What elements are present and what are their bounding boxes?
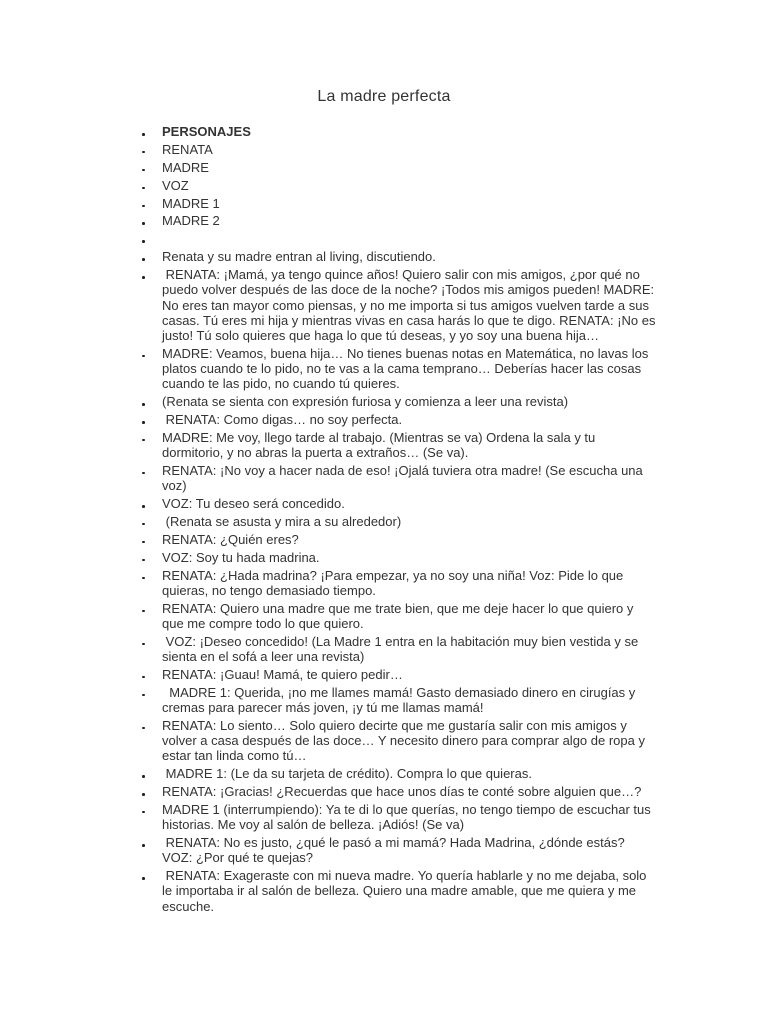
list-item bbox=[138, 496, 658, 511]
list-item-text: MADRE 1 (interrumpiendo): Ya te di lo que querías, no tengo tiempo de escuchar tus historias. Me voy al salón de belleza. ¡Adiós! (Se va) bbox=[162, 801, 655, 833]
list-item bbox=[138, 430, 658, 460]
bullet-icon bbox=[140, 868, 150, 883]
bullet-icon bbox=[140, 430, 150, 445]
list-item bbox=[138, 267, 658, 343]
list-item-text: VOZ: Tu deseo será concedido. bbox=[162, 496, 345, 512]
list-item-text: RENATA: Quiero una madre que me trate bien, que me deje hacer lo que quiero y que me compre todo lo que quiero. bbox=[162, 600, 638, 631]
list-item bbox=[138, 685, 658, 715]
list-item-text: RENATA: Exageraste con mi nueva madre. Yo quería hablarle y no me dejaba, solo le importaba ir al salón de belleza. Quiero una madre amable, que me quiera y me escuche. bbox=[162, 868, 651, 914]
bullet-icon bbox=[140, 160, 150, 175]
bullet-icon bbox=[140, 667, 150, 682]
list-item bbox=[138, 634, 658, 664]
bullet-icon bbox=[140, 346, 150, 361]
bullet-icon bbox=[140, 784, 150, 799]
list-item bbox=[138, 124, 658, 139]
list-item bbox=[138, 394, 658, 409]
list-item bbox=[138, 667, 658, 682]
list-item-text: RENATA: ¿Hada madrina? ¡Para empezar, ya no soy una niña! Voz: Pide lo que quieras, no tengo demasiado tiempo. bbox=[162, 567, 627, 598]
list-item bbox=[138, 412, 658, 427]
list-item-text: MADRE: Veamos, buena hija… No tienes buenas notas en Matemática, no lavas los platos cuando te lo pido, no te vas a la cama temprano… Deberías hacer las cosas cuando te las pido, no cuando tú quieres. bbox=[162, 345, 652, 392]
bullet-icon bbox=[140, 634, 150, 649]
list-item-text: (Renata se sienta con expresión furiosa y comienza a leer una revista) bbox=[162, 394, 569, 410]
list-item-text: MADRE 2 bbox=[162, 213, 220, 229]
bullet-icon bbox=[140, 463, 150, 478]
list-item bbox=[138, 463, 658, 493]
list-item bbox=[138, 213, 658, 228]
list-item bbox=[138, 718, 658, 764]
bullet-icon bbox=[140, 685, 150, 700]
list-item bbox=[138, 568, 658, 598]
list-item bbox=[138, 231, 658, 246]
bullet-icon bbox=[140, 213, 150, 228]
bullet-icon bbox=[140, 196, 150, 211]
list-item bbox=[138, 196, 658, 211]
list-item bbox=[138, 142, 658, 157]
bullet-icon bbox=[140, 412, 150, 427]
list-item-text: RENATA: Lo siento… Solo quiero decirte que me gustaría salir con mis amigos y volver a casa después de las doce… Y necesito dinero para comprar algo de ropa y estar tan linda como tú… bbox=[162, 717, 649, 764]
list-item bbox=[138, 178, 658, 193]
bullet-icon bbox=[140, 124, 150, 139]
list-item-text: RENATA bbox=[162, 141, 213, 157]
script-list bbox=[138, 124, 658, 916]
list-item-text: MADRE: Me voy, llego tarde al trabajo. (Mientras se va) Ordena la sala y tu dormitorio, y no abras la puerta a extraños… (Se va). bbox=[162, 429, 599, 461]
bullet-icon bbox=[140, 496, 150, 511]
bullet-icon bbox=[140, 601, 150, 616]
bullet-icon bbox=[140, 568, 150, 583]
list-item-text: PERSONAJES bbox=[162, 124, 251, 139]
bullet-icon bbox=[140, 394, 150, 409]
bullet-icon bbox=[140, 231, 150, 246]
list-item bbox=[138, 802, 658, 832]
list-item bbox=[138, 550, 658, 565]
list-item-text: MADRE 1: Querida, ¡no me llames mamá! Gasto demasiado dinero en cirugías y cremas para parecer más joven, ¡y tú me llamas mamá! bbox=[162, 684, 639, 716]
list-item-text: RENATA: ¿Quién eres? bbox=[162, 531, 299, 547]
list-item-text: VOZ: ¡Deseo concedido! (La Madre 1 entra en la habitación muy bien vestida y se sienta en el sofá a leer una revista) bbox=[162, 633, 642, 665]
list-item-text: MADRE 1: (Le da su tarjeta de crédito). Compra lo que quieras. bbox=[162, 766, 532, 782]
bullet-icon bbox=[140, 766, 150, 781]
list-item bbox=[138, 601, 658, 631]
list-item bbox=[138, 160, 658, 175]
list-item-text: RENATA: ¡No voy a hacer nada de eso! ¡Ojalá tuviera otra madre! (Se escucha una voz) bbox=[162, 462, 647, 494]
list-item-text: VOZ: Soy tu hada madrina. bbox=[162, 549, 320, 565]
bullet-icon bbox=[140, 550, 150, 565]
bullet-icon bbox=[140, 514, 150, 529]
bullet-icon bbox=[140, 802, 150, 817]
list-item-text: VOZ bbox=[162, 177, 189, 193]
list-item bbox=[138, 784, 658, 799]
bullet-icon bbox=[140, 718, 150, 733]
list-item bbox=[138, 514, 658, 529]
list-item bbox=[138, 532, 658, 547]
list-item-text: MADRE bbox=[162, 159, 209, 175]
list-item-text: MADRE 1 bbox=[162, 195, 220, 211]
list-item bbox=[138, 249, 658, 264]
bullet-icon bbox=[140, 142, 150, 157]
list-item-text: RENATA: ¡Gracias! ¿Recuerdas que hace unos días te conté sobre alguien que…? bbox=[162, 784, 642, 800]
list-item-text: RENATA: ¡Guau! Mamá, te quiero pedir… bbox=[162, 666, 403, 682]
list-item-text: (Renata se asusta y mira a su alrededor) bbox=[162, 513, 402, 529]
list-item bbox=[138, 868, 658, 914]
list-item-text: RENATA: No es justo, ¿qué le pasó a mi mamá? Hada Madrina, ¿dónde estás? VOZ: ¿Por qué te quejas? bbox=[162, 835, 629, 866]
bullet-icon bbox=[140, 267, 150, 282]
bullet-icon bbox=[140, 835, 150, 850]
list-item bbox=[138, 835, 658, 865]
list-item bbox=[138, 766, 658, 781]
list-item-text: RENATA: Como digas… no soy perfecta. bbox=[162, 412, 403, 427]
bullet-icon bbox=[140, 532, 150, 547]
bullet-icon bbox=[140, 178, 150, 193]
document-title: La madre perfecta bbox=[317, 88, 451, 105]
list-item-text: Renata y su madre entran al living, discutiendo. bbox=[162, 249, 436, 265]
bullet-icon bbox=[140, 249, 150, 264]
list-item bbox=[138, 346, 658, 392]
list-item-text: RENATA: ¡Mamá, ya tengo quince años! Quiero salir con mis amigos, ¿por qué no puedo volver después de las doce de la noche? ¡Todos mis amigos pueden! MADRE: No eres tan mayor como piensas, y no me importa si tus amigos vuelven tarde a sus casas. Tú eres mi hija y mientras vivas en casa harás lo que te digo. RENATA: ¡No es justo! Tú solo quieres que haga lo que tú deseas, y yo soy una buena hija… bbox=[162, 267, 660, 343]
